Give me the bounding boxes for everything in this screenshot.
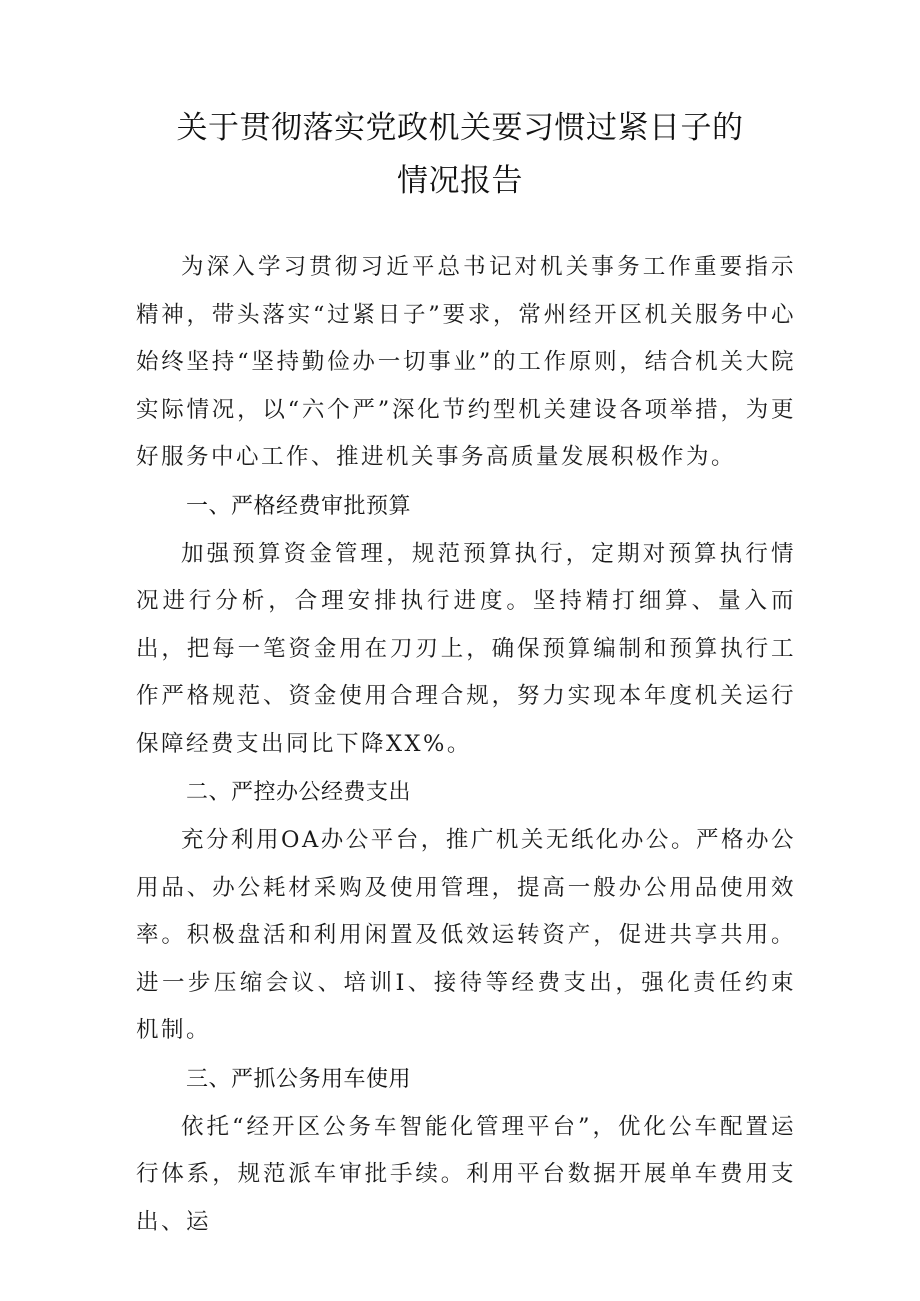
intro-paragraph: 为深入学习贯彻习近平总书记对机关事务工作重要指示精神，带头落实“过紧日子”要求，常州经开区机关服务中心始终坚持“坚持勤俭办一切事业”的工作原则，结合机关大院实际情况，以“六个严”深化节约型机关建设各项举措，为更好服务中心工作、推进机关事务高质量发展积极作为。 — [136, 254, 796, 470]
document-title-line2: 情况报告 — [397, 163, 523, 199]
section-heading-3: 三、严抓公务用车使用 — [186, 1066, 412, 1092]
section-body-2: 充分利用OA办公平台，推广机关无纸化办公。严格办公用品、办公耗材采购及使用管理，提高一般办公用品使用效率。积极盘活和利用闲置及低效运转资产，促进共享共用。进一步压缩会议、培训I、接待等经费支出，强化责任约束机制。 — [136, 827, 796, 1043]
document-body — [136, 244, 796, 1246]
document-title-line1: 关于贯彻落实党政机关要习惯过紧日子的 — [176, 110, 744, 146]
section-heading-1: 一、严格经费审批预算 — [186, 493, 412, 519]
section-body-3: 依托“经开区公务车智能化管理平台”，优化公车配置运行体系，规范派车审批手续。利用平台数据开展单车费用支出、运 — [136, 1113, 796, 1235]
section-heading-2: 二、严控办公经费支出 — [186, 780, 412, 805]
section-body-1: 加强预算资金管理，规范预算执行，定期对预算执行情况进行分析，合理安排执行进度。坚持精打细算、量入而出，把每一笔资金用在刀刃上，确保预算编制和预算执行工作严格规范、资金使用合理合规，努力实现本年度机关运行保障经费支出同比下降XX%。 — [136, 540, 796, 757]
